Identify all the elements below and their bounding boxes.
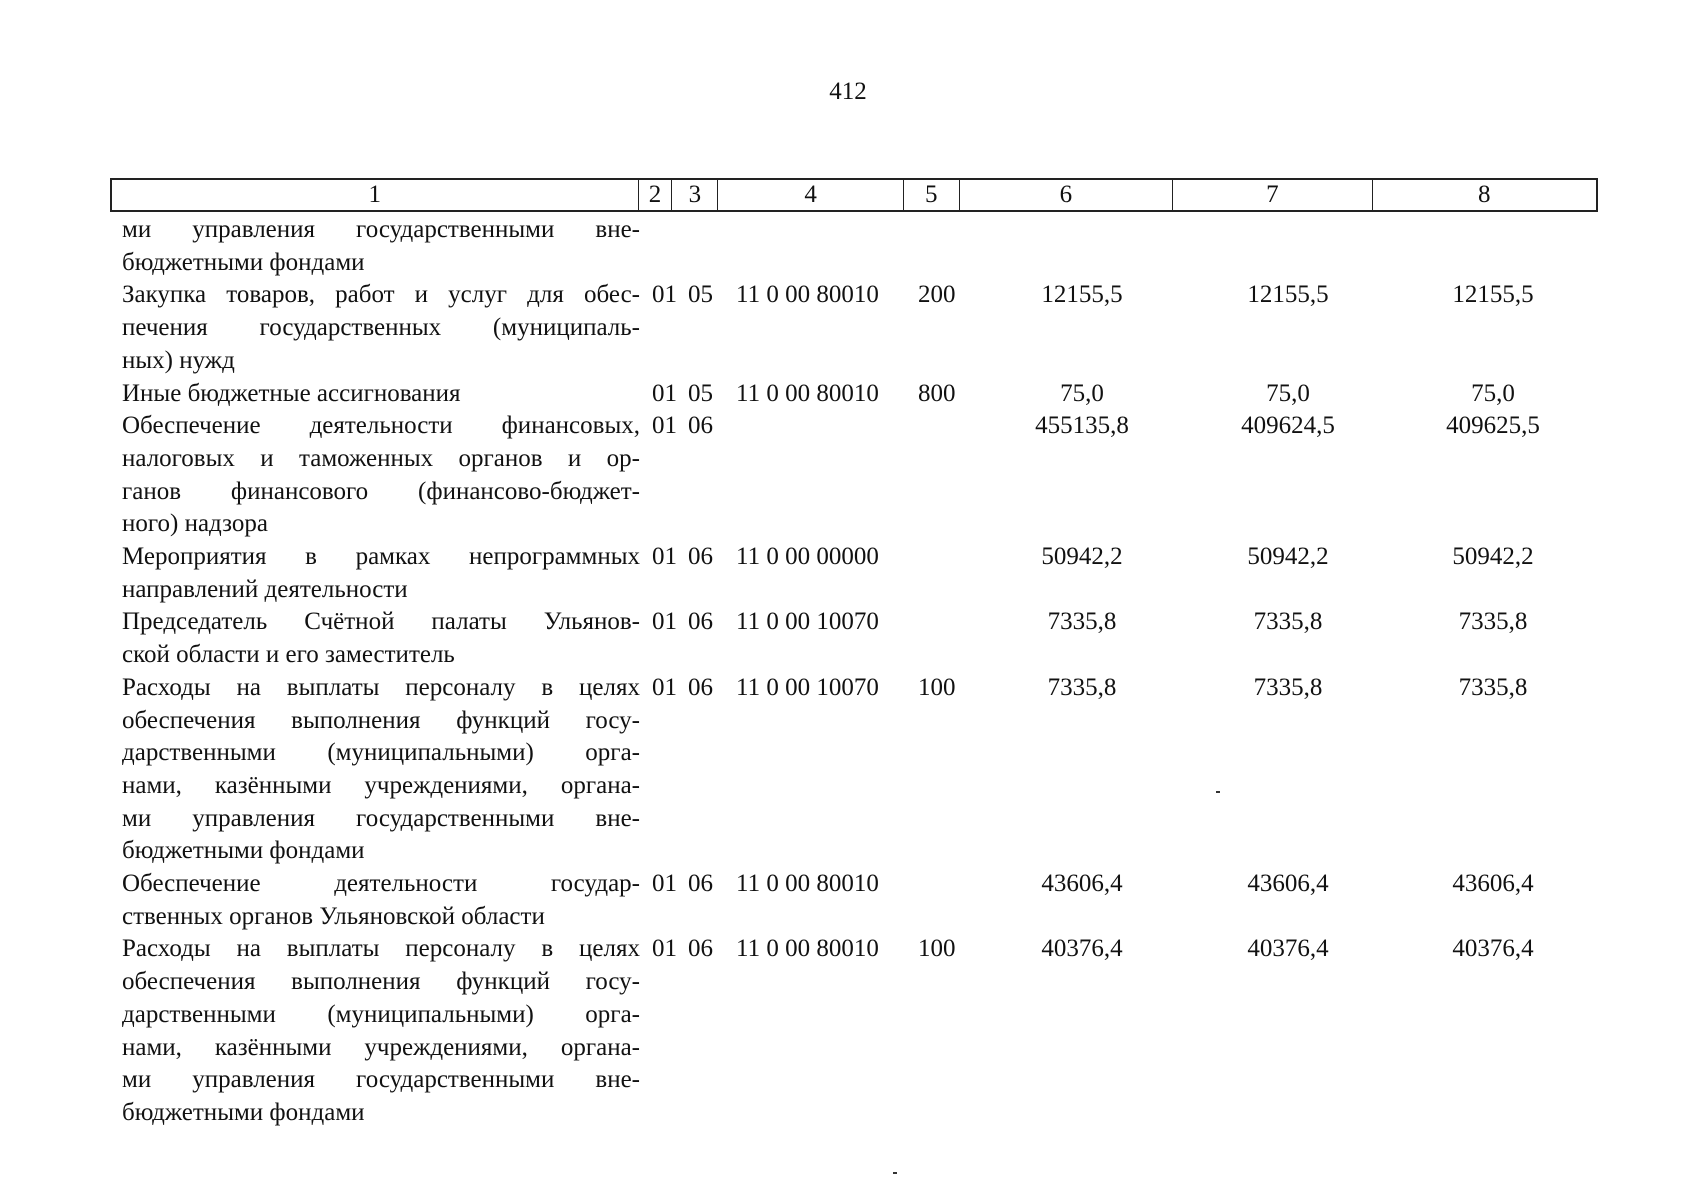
target-article-code: 11 0 00 80010 [736,281,879,309]
description-line: Председатель Счётной палаты Ульянов- [122,608,640,636]
amount-col-8: 40376,4 [1452,935,1534,963]
header-cell-5: 5 [904,180,960,210]
table-row [110,868,1598,933]
amount-col-7: 409624,5 [1241,412,1335,440]
target-article-code: 11 0 00 80010 [736,379,879,407]
subsection-code: 05 [688,281,713,309]
description-line: Иные бюджетные ассигнования [122,379,461,407]
header-cell-1: 1 [112,180,639,210]
amount-col-6 [978,214,1186,279]
expense-type-code: 200 [918,281,956,309]
table-header-row [110,178,1598,212]
description-line: ных) нужд [122,346,235,374]
table-row [110,378,1598,411]
amount-col-6: 50942,2 [1041,543,1123,571]
subsection-code: 06 [688,673,713,701]
amount-col-6: 7335,8 [1047,673,1117,701]
target-article-code [736,214,918,279]
table-row [110,541,1598,606]
row-description [122,541,640,606]
amount-col-6: 7335,8 [1047,608,1117,636]
section-code: 01 [652,673,677,701]
target-article-code: 11 0 00 80010 [736,870,879,898]
amount-col-7: 7335,8 [1253,673,1323,701]
row-description [122,214,640,279]
table-row [110,933,1598,1129]
row-description [122,606,640,671]
amount-col-8 [1390,214,1596,279]
target-article-code: 11 0 00 10070 [736,608,879,636]
description-line: Мероприятия в рамках непрограммных [122,543,640,571]
amount-col-8: 50942,2 [1452,543,1534,571]
amount-col-7: 43606,4 [1247,870,1329,898]
expense-type-code [918,214,978,279]
row-description [122,378,640,411]
row-description [122,279,640,377]
subsection-code: 06 [688,543,713,571]
subsection-code: 06 [688,608,713,636]
amount-col-6: 40376,4 [1041,935,1123,963]
expense-type-code [918,868,978,933]
table-row [110,214,1598,279]
header-cell-7: 7 [1173,180,1372,210]
description-line: Расходы на выплаты персоналу в целях [122,673,640,701]
table-body [110,214,1598,1130]
amount-col-8: 7335,8 [1458,673,1528,701]
description-line: бюджетными фондами [122,837,365,865]
target-article-code: 11 0 00 80010 [736,935,879,963]
section-code: 01 [652,608,677,636]
section-code: 01 [652,281,677,309]
description-line: направлений деятельности [122,575,408,603]
description-line: Расходы на выплаты персоналу в целях [122,935,640,963]
amount-col-7: 12155,5 [1247,281,1329,309]
table-row [110,279,1598,377]
amount-col-8: 409625,5 [1446,412,1540,440]
subsection-code: 06 [688,935,713,963]
subsection-code: 05 [688,379,713,407]
table-row [110,410,1598,541]
section-code: 01 [652,543,677,571]
amount-col-7: 50942,2 [1247,543,1329,571]
target-article-code: 11 0 00 00000 [736,543,879,571]
description-line: обеспечения выполнения функций госу- [122,968,640,996]
subsection-code [688,214,736,279]
description-line: бюджетными фондами [122,248,365,276]
row-description [122,410,640,541]
description-line: нами, казёнными учреждениями, органа- [122,1033,640,1061]
description-line: Обеспечение деятельности государ- [122,870,640,898]
section-code: 01 [652,379,677,407]
description-line: ганов финансового (финансово-бюджет- [122,477,640,505]
row-description [122,672,640,868]
subsection-code: 06 [688,870,713,898]
description-line: Закупка товаров, работ и услуг для обес- [122,281,640,309]
amount-col-7 [1186,214,1390,279]
amount-col-7: 75,0 [1266,379,1310,407]
description-line: налоговых и таможенных органов и ор- [122,444,640,472]
description-line: обеспечения выполнения функций госу- [122,706,640,734]
description-line: бюджетными фондами [122,1098,365,1126]
amount-col-7: 7335,8 [1253,608,1323,636]
description-line: ми управления государственными вне- [122,1066,640,1094]
expense-type-code: 100 [918,935,956,963]
row-description [122,868,640,933]
description-line: ственных органов Ульяновской области [122,902,545,930]
target-article-code [736,410,918,541]
description-line: дарственными (муниципальными) орга- [122,1000,640,1028]
amount-col-8: 43606,4 [1452,870,1534,898]
amount-col-8: 12155,5 [1452,281,1534,309]
header-cell-6: 6 [960,180,1173,210]
header-cell-8: 8 [1478,181,1491,208]
amount-col-7: 40376,4 [1247,935,1329,963]
page-number: 412 [829,78,867,105]
section-code: 01 [652,935,677,963]
amount-col-6: 455135,8 [1035,412,1129,440]
target-article-code: 11 0 00 10070 [736,673,879,701]
header-cell-3: 3 [672,180,718,210]
table-row [110,606,1598,671]
header-cell-4: 4 [718,180,904,210]
expense-type-code [918,606,978,671]
amount-col-8: 7335,8 [1458,608,1528,636]
section-code [650,214,688,279]
description-line: ми управления государственными вне- [122,804,640,832]
section-code: 01 [652,412,677,440]
description-line: ного) надзора [122,510,268,538]
expense-type-code: 800 [918,379,956,407]
amount-col-8: 75,0 [1471,379,1515,407]
subsection-code: 06 [688,412,713,440]
description-line: дарственными (муниципальными) орга- [122,739,640,767]
section-code: 01 [652,870,677,898]
table-row [110,672,1598,868]
description-line: ми управления государственными вне- [122,216,640,243]
expense-type-code: 100 [918,673,956,701]
amount-col-6: 75,0 [1060,379,1104,407]
row-description [122,933,640,1129]
description-line: Обеспечение деятельности финансовых, [122,412,640,440]
amount-col-6: 43606,4 [1041,870,1123,898]
description-line: печения государственных (муниципаль- [122,314,640,342]
scan-speck [893,1172,897,1174]
expense-type-code [918,541,978,606]
description-line: ской области и его заместитель [122,641,455,669]
expense-type-code [918,410,978,541]
scan-speck [1216,791,1220,793]
header-cell-2: 2 [639,180,673,210]
description-line: нами, казёнными учреждениями, органа- [122,771,640,799]
amount-col-6: 12155,5 [1041,281,1123,309]
